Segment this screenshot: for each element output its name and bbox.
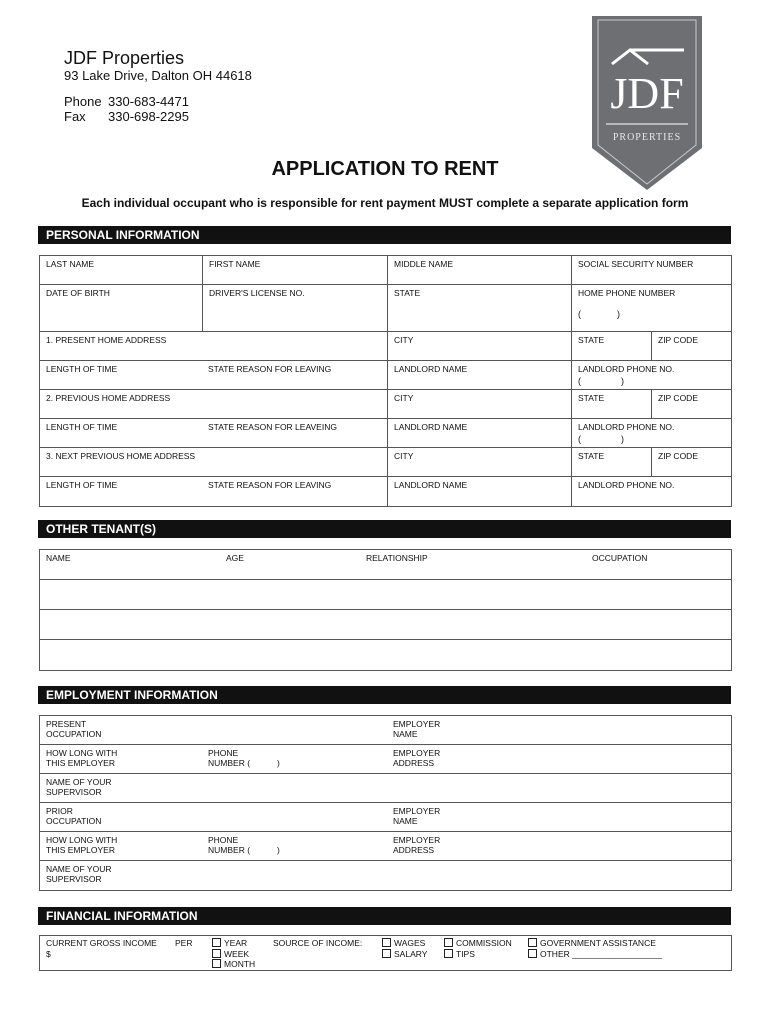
page-subtitle: Each individual occupant who is responsible for rent payment MUST complete a separate application form xyxy=(81,196,689,210)
previous-landlord-field[interactable]: LANDLORD NAME xyxy=(387,419,571,447)
previous-city-field[interactable]: CITY xyxy=(387,390,571,418)
wages-checkbox[interactable]: WAGES xyxy=(382,938,427,949)
tenants-grid xyxy=(39,549,732,671)
dob-field[interactable]: DATE OF BIRTH xyxy=(46,288,110,298)
previous-address-field[interactable]: 2. PREVIOUS HOME ADDRESS xyxy=(46,393,171,403)
phone-number: 330-683-4471 xyxy=(108,94,189,109)
section-other-tenants: OTHER TENANT(S) xyxy=(38,520,731,538)
month-checkbox[interactable]: MONTH xyxy=(212,959,255,970)
ssn-field[interactable]: SOCIAL SECURITY NUMBER xyxy=(571,256,731,284)
state-field[interactable]: STATE xyxy=(387,285,571,331)
section-employment: EMPLOYMENT INFORMATION xyxy=(38,686,731,704)
landlord-phone-label: LANDLORD PHONE NO. xyxy=(578,364,675,374)
next-previous-city-field[interactable]: CITY xyxy=(387,448,571,476)
present-supervisor-field[interactable]: NAME OF YOUR SUPERVISOR xyxy=(46,777,112,797)
previous-reason-field[interactable]: STATE REASON FOR LEAVEING xyxy=(208,422,337,432)
prior-employer-address-field[interactable]: EMPLOYER ADDRESS xyxy=(393,835,441,855)
previous-details-row xyxy=(40,419,731,448)
page-title: APPLICATION TO RENT xyxy=(271,158,499,180)
home-phone-field[interactable]: HOME PHONE NUMBER ( ) xyxy=(571,285,731,331)
source-label: SOURCE OF INCOME: xyxy=(273,938,363,948)
previous-address-row xyxy=(40,390,731,419)
prior-supervisor-field[interactable]: NAME OF YOUR SUPERVISOR xyxy=(46,864,112,884)
personal-grid xyxy=(39,255,732,507)
checkbox-icon xyxy=(212,949,221,958)
source-options-1 xyxy=(382,938,427,959)
phone-label: Phone xyxy=(64,94,102,109)
present-state-field[interactable]: STATE xyxy=(571,332,651,360)
next-previous-address-row xyxy=(40,448,731,477)
first-name-field[interactable]: FIRST NAME xyxy=(202,256,387,284)
previous-length-field[interactable]: LENGTH OF TIME xyxy=(46,422,118,432)
dob-row xyxy=(40,285,731,332)
tenant-row[interactable] xyxy=(40,580,731,610)
present-zip-field[interactable]: ZIP CODE xyxy=(651,332,731,360)
prior-how-long-field[interactable]: HOW LONG WITH THIS EMPLOYER xyxy=(46,835,118,855)
logo-subtext: PROPERTIES xyxy=(612,132,682,143)
other-checkbox[interactable]: OTHER ___________________ xyxy=(528,949,662,960)
present-employer-name-field[interactable]: EMPLOYER NAME xyxy=(393,719,441,739)
fax-label: Fax xyxy=(64,109,86,124)
checkbox-icon xyxy=(528,949,537,958)
period-options xyxy=(212,938,255,970)
home-phone-label: HOME PHONE NUMBER xyxy=(578,288,676,298)
prior-employer-phone-field[interactable]: PHONE NUMBER ( ) xyxy=(208,835,280,855)
checkbox-icon xyxy=(212,959,221,968)
tenant-occupation-header: OCCUPATION xyxy=(592,553,648,563)
week-checkbox[interactable]: WEEK xyxy=(212,949,255,960)
prior-supervisor-row xyxy=(40,861,731,890)
tenant-age-header: AGE xyxy=(226,553,244,563)
checkbox-icon xyxy=(382,949,391,958)
landlord-phone-label: LANDLORD PHONE NO. xyxy=(578,422,675,432)
section-financial: FINANCIAL INFORMATION xyxy=(38,907,731,925)
previous-state-field[interactable]: STATE xyxy=(571,390,651,418)
gross-income-field[interactable]: CURRENT GROSS INCOME $ xyxy=(46,938,157,959)
commission-checkbox[interactable]: COMMISSION xyxy=(444,938,512,949)
middle-name-field[interactable]: MIDDLE NAME xyxy=(387,256,571,284)
license-field[interactable]: DRIVER'S LICENSE NO. xyxy=(202,285,387,331)
present-landlord-phone-field[interactable]: LANDLORD PHONE NO. ( ) xyxy=(571,361,731,389)
next-previous-address-field[interactable]: 3. NEXT PREVIOUS HOME ADDRESS xyxy=(46,451,196,461)
checkbox-icon xyxy=(444,949,453,958)
financial-grid xyxy=(39,935,732,971)
present-occupation-field[interactable]: PRESENT OCCUPATION xyxy=(46,719,102,739)
company-name: JDF Properties xyxy=(64,48,185,68)
checkbox-icon xyxy=(528,938,537,947)
present-address-field[interactable]: 1. PRESENT HOME ADDRESS xyxy=(46,335,167,345)
tips-checkbox[interactable]: TIPS xyxy=(444,949,512,960)
next-previous-state-field[interactable]: STATE xyxy=(571,448,651,476)
checkbox-icon xyxy=(212,938,221,947)
present-employer-row xyxy=(40,745,731,774)
next-previous-reason-field[interactable]: STATE REASON FOR LEAVING xyxy=(208,480,332,490)
prior-occupation-field[interactable]: PRIOR OCCUPATION xyxy=(46,806,102,826)
contact-block xyxy=(64,94,189,124)
section-personal: PERSONAL INFORMATION xyxy=(38,226,731,244)
source-options-2 xyxy=(444,938,512,959)
logo-text: JDF xyxy=(610,69,684,118)
present-address-row xyxy=(40,332,731,361)
present-details-row xyxy=(40,361,731,390)
tenant-name-header: NAME xyxy=(46,553,71,563)
prior-employer-row xyxy=(40,832,731,861)
tenant-row[interactable] xyxy=(40,640,731,670)
next-previous-zip-field[interactable]: ZIP CODE xyxy=(651,448,731,476)
checkbox-icon xyxy=(444,938,453,947)
company-address: 93 Lake Drive, Dalton OH 44618 xyxy=(64,68,252,83)
present-how-long-field[interactable]: HOW LONG WITH THIS EMPLOYER xyxy=(46,748,118,768)
last-name-field[interactable]: LAST NAME xyxy=(46,259,95,269)
present-landlord-field[interactable]: LANDLORD NAME xyxy=(387,361,571,389)
previous-landlord-phone-field[interactable]: LANDLORD PHONE NO. ( ) xyxy=(571,419,731,447)
tenant-row[interactable] xyxy=(40,610,731,640)
present-employer-address-field[interactable]: EMPLOYER ADDRESS xyxy=(393,748,441,768)
present-reason-field[interactable]: STATE REASON FOR LEAVING xyxy=(208,364,332,374)
present-length-field[interactable]: LENGTH OF TIME xyxy=(46,364,118,374)
present-occupation-row xyxy=(40,716,731,745)
name-row xyxy=(40,256,731,285)
next-previous-length-field[interactable]: LENGTH OF TIME xyxy=(46,480,118,490)
previous-zip-field[interactable]: ZIP CODE xyxy=(651,390,731,418)
per-label: PER xyxy=(175,938,193,948)
present-city-field[interactable]: CITY xyxy=(387,332,571,360)
present-supervisor-row xyxy=(40,774,731,803)
next-previous-details-row xyxy=(40,477,731,506)
government-checkbox[interactable]: GOVERNMENT ASSISTANCE xyxy=(528,938,662,949)
employment-grid xyxy=(39,715,732,891)
next-previous-landlord-field[interactable]: LANDLORD NAME xyxy=(387,477,571,506)
checkbox-icon xyxy=(382,938,391,947)
prior-occupation-row xyxy=(40,803,731,832)
next-previous-landlord-phone-field[interactable]: LANDLORD PHONE NO. xyxy=(571,477,731,506)
source-options-3 xyxy=(528,938,662,959)
salary-checkbox[interactable]: SALARY xyxy=(382,949,427,960)
tenant-header-row[interactable] xyxy=(40,550,731,580)
year-checkbox[interactable]: YEAR xyxy=(212,938,255,949)
present-employer-phone-field[interactable]: PHONE NUMBER ( ) xyxy=(208,748,280,768)
tenant-relationship-header: RELATIONSHIP xyxy=(366,553,428,563)
fax-number: 330-698-2295 xyxy=(108,109,189,124)
prior-employer-name-field[interactable]: EMPLOYER NAME xyxy=(393,806,441,826)
